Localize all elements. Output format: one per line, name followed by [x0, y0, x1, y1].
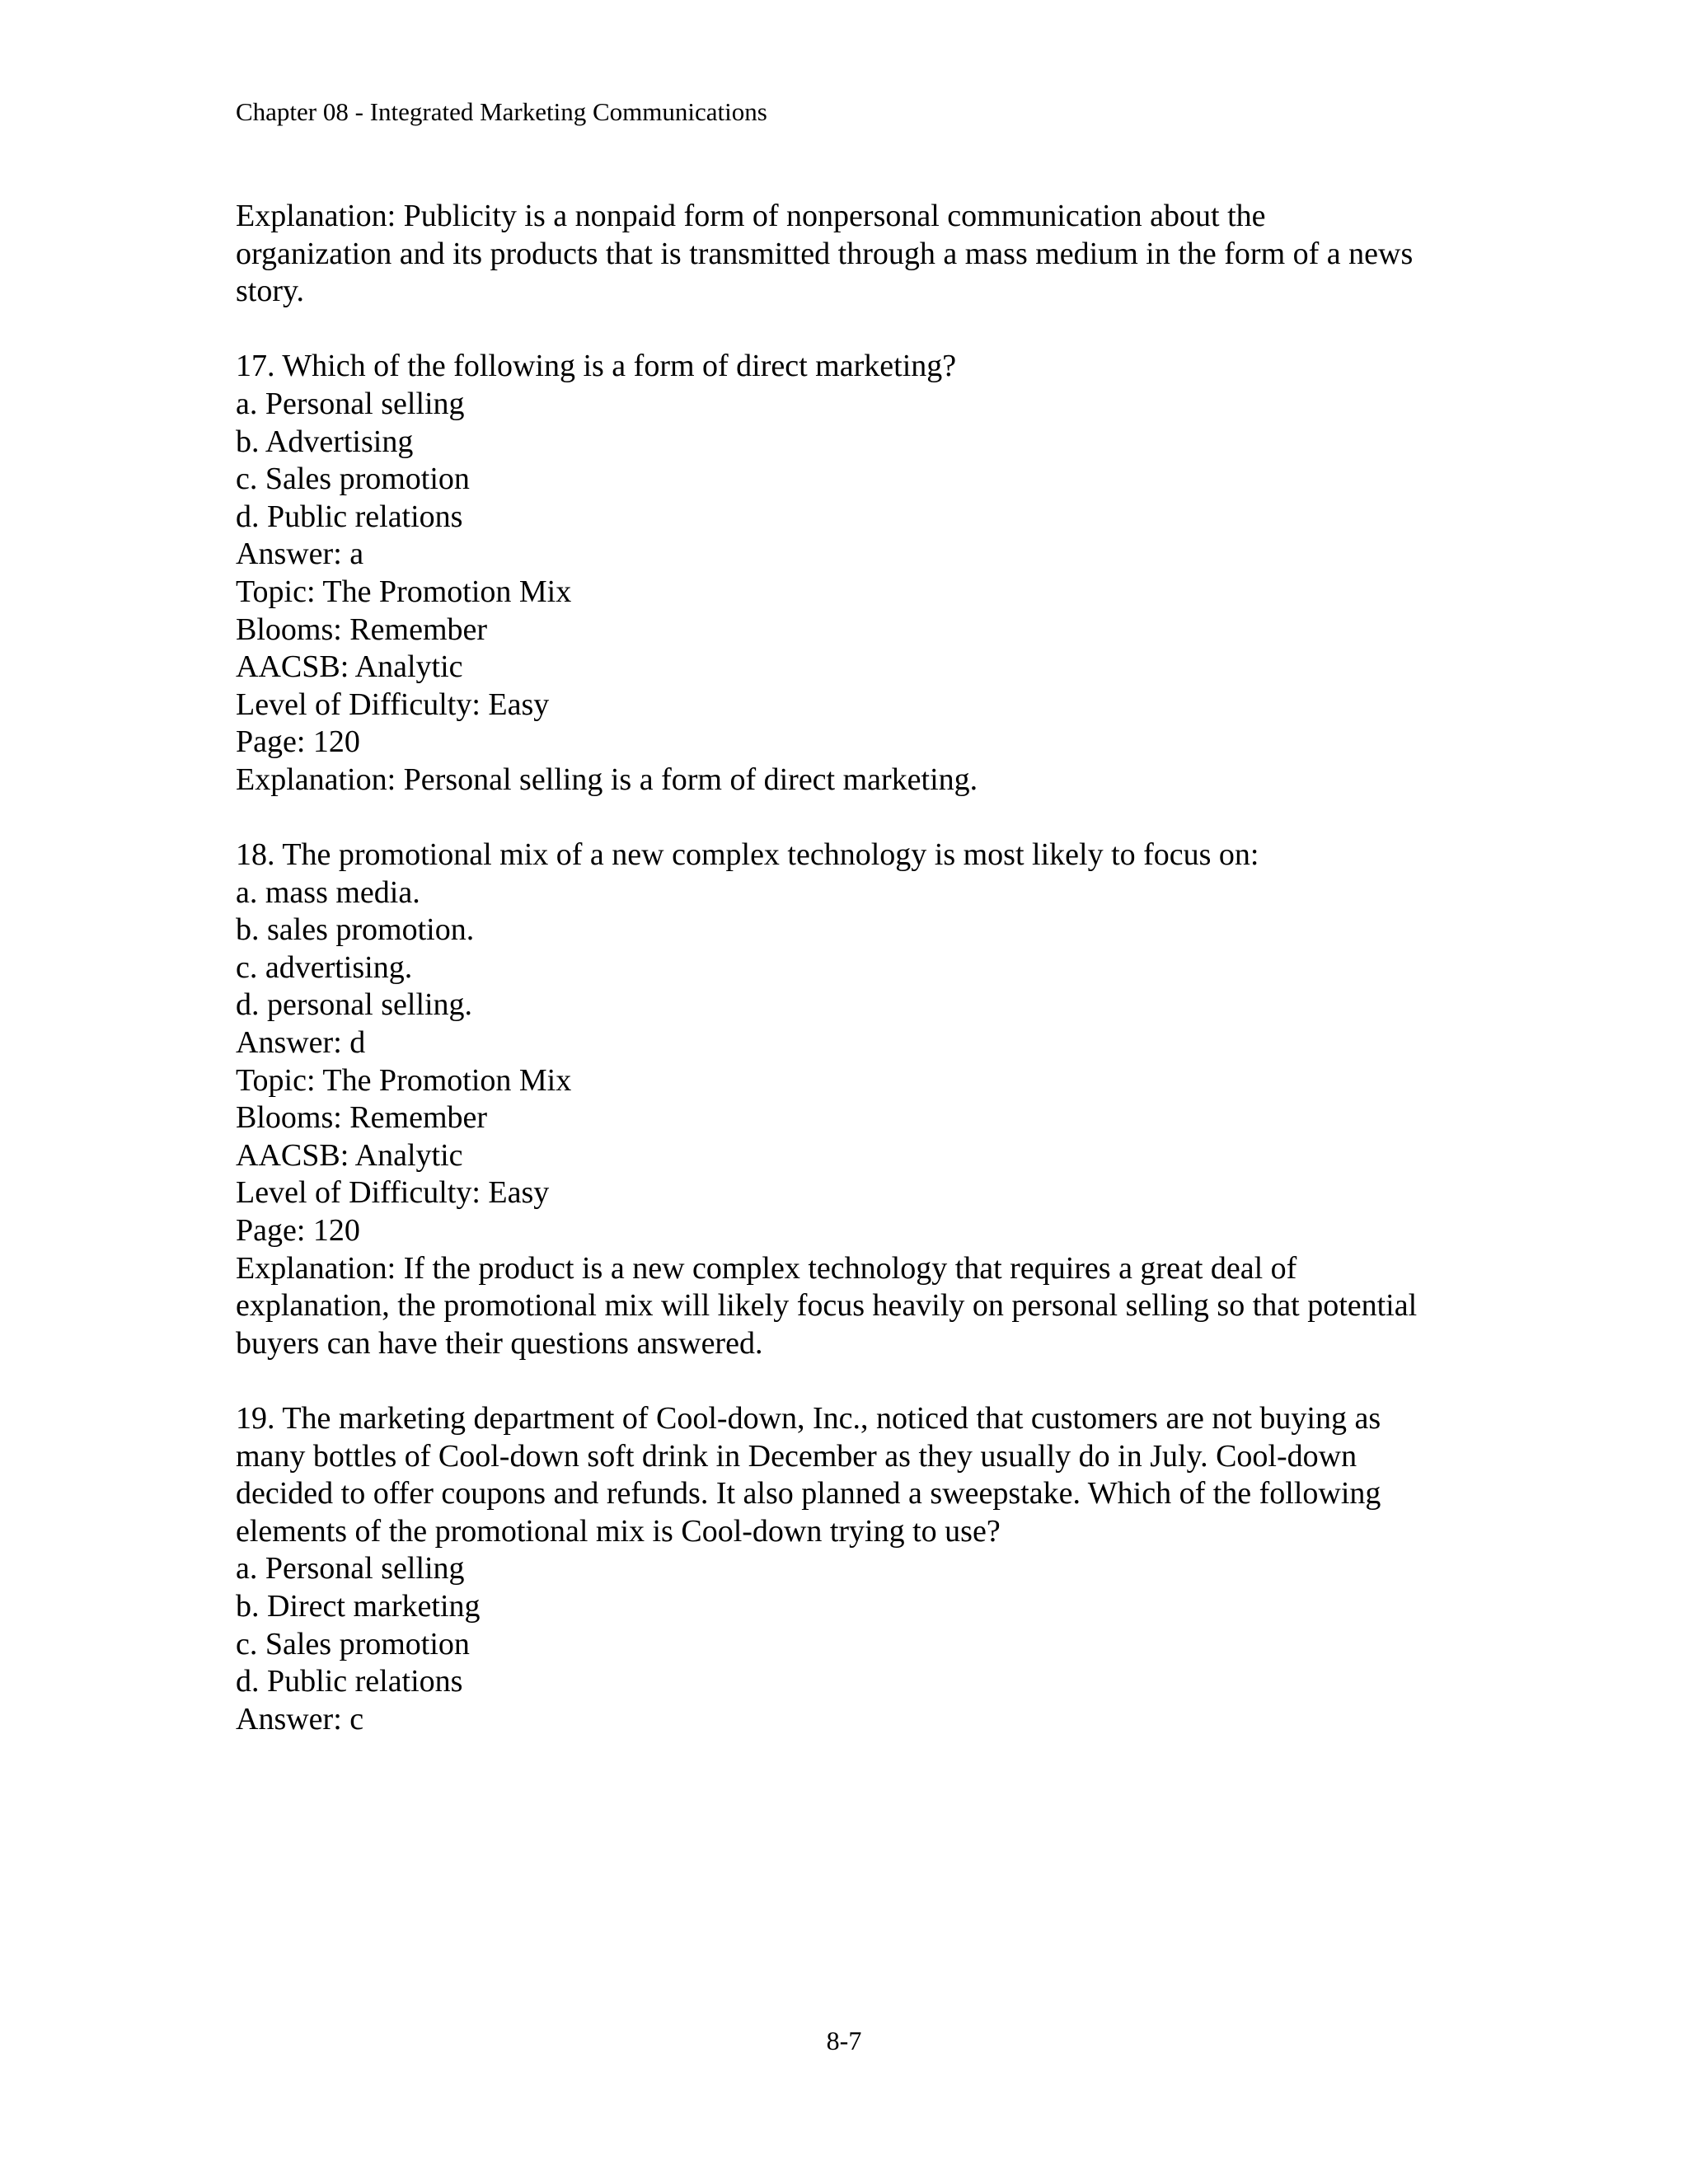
blooms: Blooms: Remember	[236, 612, 488, 647]
intro-explanation	[236, 198, 1489, 311]
explanation-line: Explanation: If the product is a new complex technology that requires a great deal of	[236, 1250, 1297, 1286]
explanation-line: Explanation: Personal selling is a form of direct marketing.	[236, 762, 978, 797]
option-b: b. Advertising	[236, 424, 414, 459]
option-b: b. sales promotion.	[236, 912, 475, 948]
option-c: c. Sales promotion	[236, 1626, 470, 1661]
question-text: many bottles of Cool-down soft drink in December as they usually do in July. Cool-down	[236, 1438, 1357, 1474]
option-c: c. Sales promotion	[236, 462, 470, 497]
answer: Answer: c	[236, 1701, 364, 1736]
question-text: elements of the promotional mix is Cool-down trying to use?	[236, 1513, 1001, 1549]
option-b: b. Direct marketing	[236, 1588, 481, 1624]
explanation-line: story.	[236, 274, 305, 309]
explanation-line: buyers can have their questions answered.	[236, 1325, 763, 1361]
option-d: d. personal selling.	[236, 987, 473, 1023]
option-a: a. Personal selling	[236, 386, 465, 421]
topic: Topic: The Promotion Mix	[236, 574, 572, 609]
option-a: a. mass media.	[236, 874, 420, 910]
page-number: 8-7	[826, 2026, 862, 2055]
difficulty: Level of Difficulty: Easy	[236, 1175, 550, 1211]
difficulty: Level of Difficulty: Easy	[236, 687, 550, 722]
aacsb: AACSB: Analytic	[236, 1137, 463, 1173]
option-d: d. Public relations	[236, 1664, 463, 1699]
question-19	[236, 1400, 1489, 1738]
question-text: decided to offer coupons and refunds. It also planned a sweepstake. Which of the following	[236, 1476, 1381, 1511]
document-body	[236, 198, 1489, 1776]
option-d: d. Public relations	[236, 499, 463, 534]
question-18	[236, 837, 1489, 1362]
chapter-header: Chapter 08 - Integrated Marketing Communications	[236, 97, 767, 126]
page-reference: Page: 120	[236, 724, 360, 760]
question-text: 19. The marketing department of Cool-down, Inc., noticed that customers are not buying as	[236, 1401, 1381, 1436]
question-17	[236, 348, 1489, 799]
explanation-line: explanation, the promotional mix will likely focus heavily on personal selling so that potential	[236, 1288, 1418, 1324]
page-reference: Page: 120	[236, 1213, 360, 1249]
topic: Topic: The Promotion Mix	[236, 1062, 572, 1098]
question-text: 18. The promotional mix of a new complex technology is most likely to focus on:	[236, 837, 1259, 873]
aacsb: AACSB: Analytic	[236, 649, 463, 685]
question-text: 17. Which of the following is a form of direct marketing?	[236, 349, 957, 384]
answer: Answer: a	[236, 537, 364, 572]
explanation-line: Explanation: Publicity is a nonpaid form of nonpersonal communication about the	[236, 199, 1266, 233]
explanation-line: organization and its products that is transmitted through a mass medium in the form of a news	[236, 236, 1414, 271]
answer: Answer: d	[236, 1025, 366, 1061]
option-a: a. Personal selling	[236, 1551, 465, 1586]
option-c: c. advertising.	[236, 949, 413, 985]
blooms: Blooms: Remember	[236, 1100, 488, 1136]
